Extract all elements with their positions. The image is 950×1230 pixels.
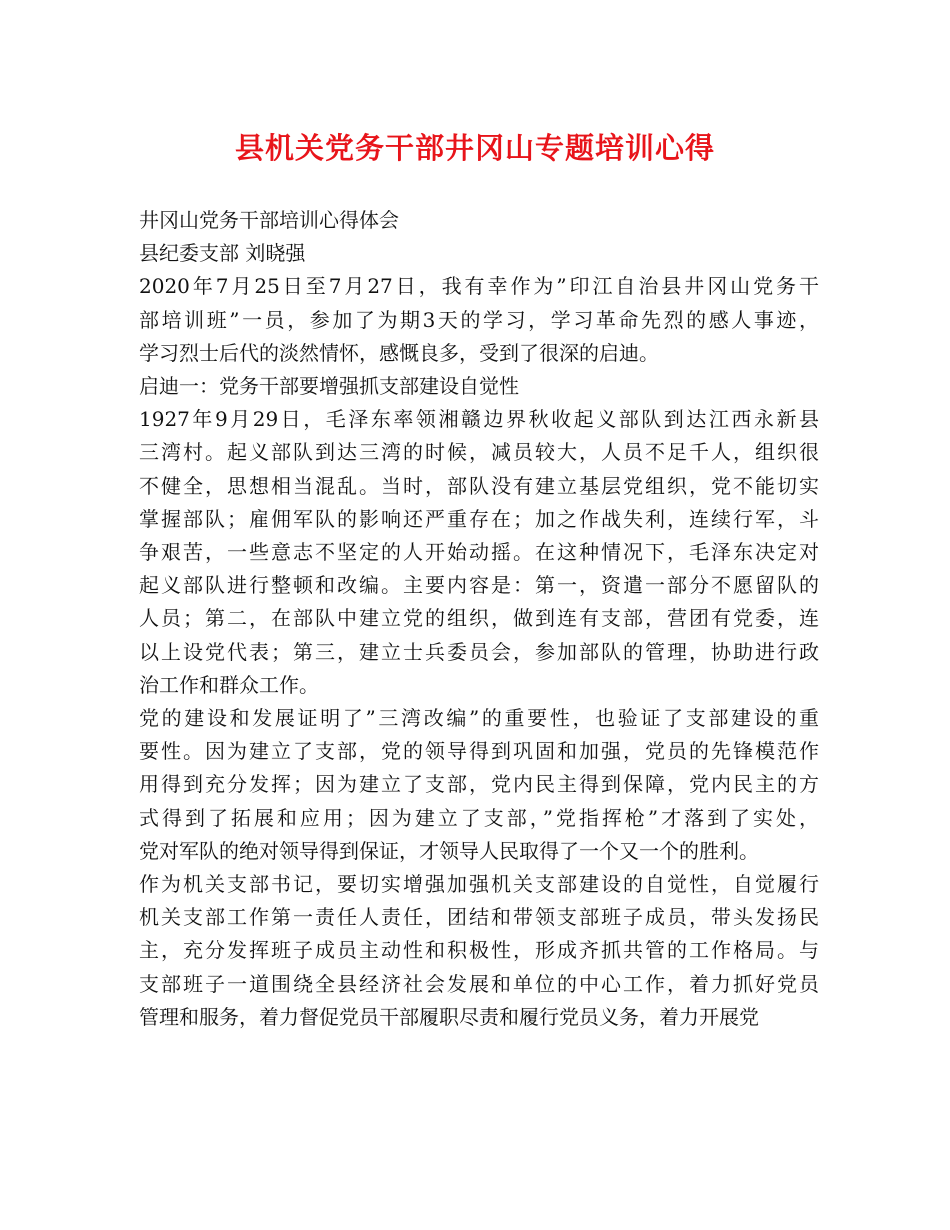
paragraph-line: 井冈山党务干部培训心得体会 — [139, 208, 399, 232]
paragraph-line: 三湾村。起义部队到达三湾的时候，减员较大，人员不足千人，组织很 — [139, 440, 819, 465]
document-title: 县机关党务干部井冈山专题培训心得 — [234, 131, 715, 165]
paragraph-line: 争艰苦，一些意志不坚定的人开始动摇。在这种情况下，毛泽东决定对 — [139, 540, 819, 565]
paragraph-line: 式得到了拓展和应用；因为建立了支部，”党指挥枪”才落到了实处， — [139, 805, 819, 830]
paragraph-line: 1927年9月29日，毛泽东率领湘赣边界秋收起义部队到达江西永新县 — [139, 407, 819, 432]
paragraph-line: 人员；第二，在部队中建立党的组织，做到连有支部，营团有党委，连 — [139, 606, 819, 631]
paragraph-line: 学习烈士后代的淡然情怀，感慨良多，受到了很深的启迪。 — [139, 340, 659, 365]
paragraph — [139, 237, 819, 270]
paragraph-line: 以上设党代表；第三，建立士兵委员会，参加部队的管理，协助进行政 — [139, 639, 819, 664]
paragraph-line: 2020年7月25日至7月27日，我有幸作为”印江自治县井冈山党务干 — [139, 274, 819, 299]
paragraph — [139, 702, 819, 868]
paragraph-line: 作为机关支部书记，要切实增强加强机关支部建设的自觉性，自觉履行 — [139, 872, 819, 897]
paragraph-line: 用得到充分发挥；因为建立了支部，党内民主得到保障，党内民主的方 — [139, 772, 819, 797]
paragraph-line: 部培训班”一员，参加了为期3天的学习，学习革命先烈的感人事迹， — [139, 307, 819, 332]
paragraph-line: 党对军队的绝对领导得到保证，才领导人民取得了一个又一个的胜利。 — [139, 838, 759, 863]
paragraph — [139, 204, 819, 237]
paragraph-line: 启迪一：党务干部要增强抓支部建设自觉性 — [139, 374, 519, 399]
paragraph — [139, 370, 819, 403]
paragraph-line: 治工作和群众工作。 — [139, 672, 319, 697]
paragraph — [139, 403, 819, 702]
paragraph-line: 党的建设和发展证明了”三湾改编”的重要性，也验证了支部建设的重 — [139, 706, 819, 731]
document-body — [139, 204, 819, 1034]
paragraph-line: 主，充分发挥班子成员主动性和积极性，形成齐抓共管的工作格局。与 — [139, 938, 819, 963]
paragraph-line: 掌握部队；雇佣军队的影响还严重存在；加之作战失利，连续行军，斗 — [139, 506, 819, 531]
paragraph-line: 起义部队进行整顿和改编。主要内容是：第一，资遣一部分不愿留队的 — [139, 573, 819, 598]
paragraph-line: 机关支部工作第一责任人责任，团结和带领支部班子成员，带头发扬民 — [139, 905, 819, 930]
paragraph — [139, 868, 819, 1034]
paragraph-line: 支部班子一道围绕全县经济社会发展和单位的中心工作，着力抓好党员 — [139, 971, 819, 996]
paragraph-line: 管理和服务，着力督促党员干部履职尽责和履行党员义务，着力开展党 — [139, 1004, 759, 1029]
paragraph-line: 要性。因为建立了支部，党的领导得到巩固和加强，党员的先锋模范作 — [139, 739, 819, 764]
paragraph-line: 县纪委支部 刘晓强 — [139, 241, 306, 266]
paragraph-line: 不健全，思想相当混乱。当时，部队没有建立基层党组织，党不能切实 — [139, 473, 819, 498]
paragraph — [139, 270, 819, 370]
